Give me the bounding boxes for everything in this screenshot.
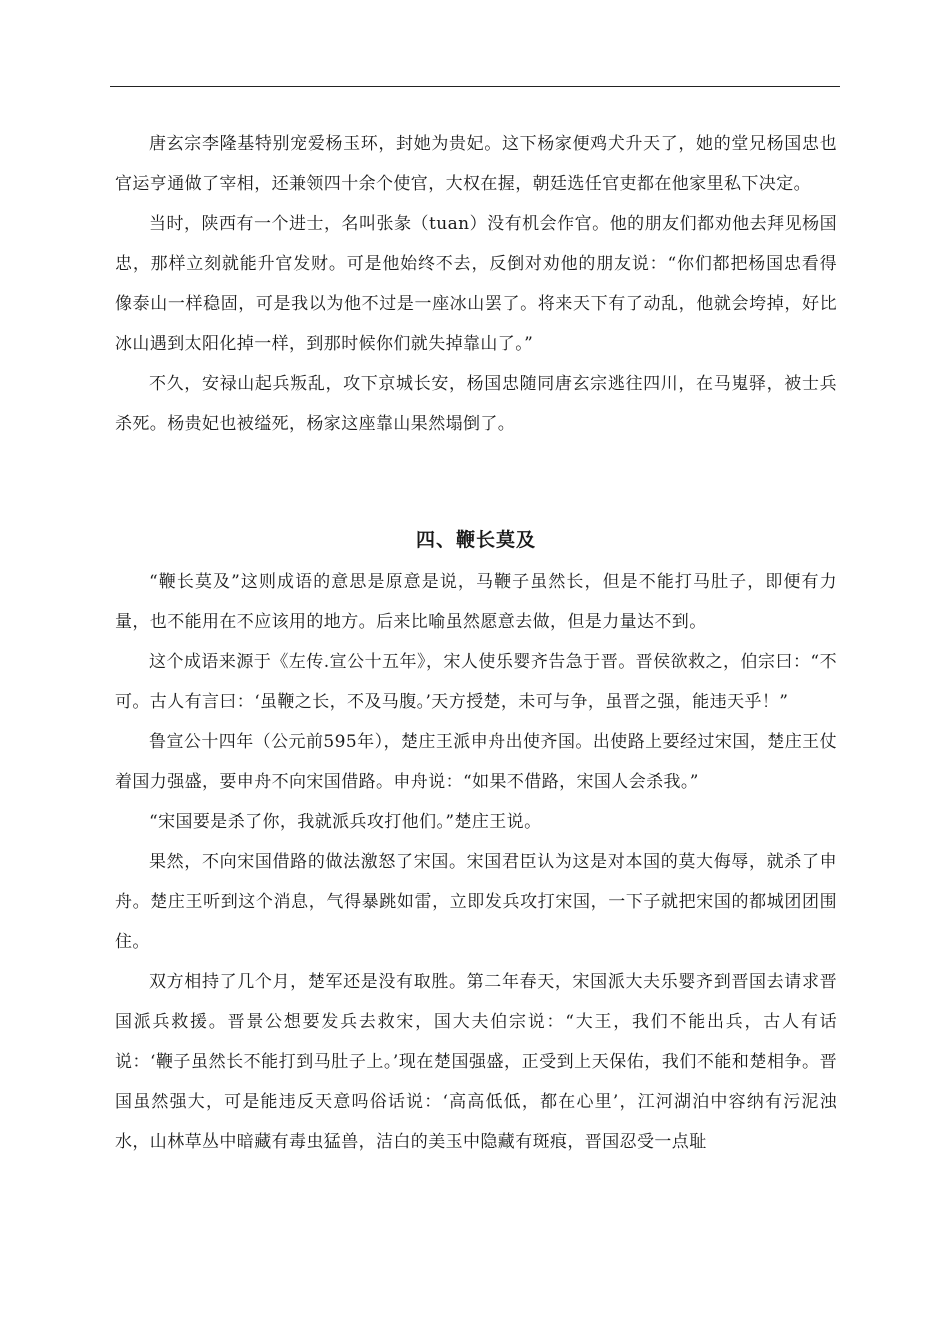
paragraph: 双方相持了几个月，楚军还是没有取胜。第二年春天，宋国派大夫乐婴齐到晋国去请求晋国派兵救援。晋景公想要发兵去救宋，国大夫伯宗说：“大王，我们不能出兵，古人有话说：‘鞭子虽然长不能打到马肚子上。’现在楚国强盛，正受到上天保佑，我们不能和楚相争。晋国虽然强大，可是能违反天意吗俗话说：‘高高低低，都在心里’，江河湖泊中容纳有污泥浊水，山林草丛中暗藏有毒虫猛兽，洁白的美玉中隐藏有斑痕，晋国忍受一点耻	[115, 972, 837, 1152]
paragraph: 唐玄宗李隆基特别宠爱杨玉环，封她为贵妃。这下杨家便鸡犬升天了，她的堂兄杨国忠也官运亨通做了宰相，还兼领四十余个使官，大权在握，朝廷选任官吏都在他家里私下决定。	[115, 134, 837, 194]
section-two	[115, 518, 837, 1162]
paragraph: 当时，陕西有一个进士，名叫张彖（tuan）没有机会作官。他的朋友们都劝他去拜见杨国忠，那样立刻就能升官发财。可是他始终不去，反倒对劝他的朋友说：“你们都把杨国忠看得像泰山一样稳固，可是我以为他不过是一座冰山罢了。将来天下有了动乱，他就会垮掉，好比冰山遇到太阳化掉一样，到那时候你们就失掉靠山了。”	[115, 214, 837, 354]
section-spacer	[115, 444, 837, 518]
paragraph: “宋国要是杀了你，我就派兵攻打他们。”楚庄王说。	[149, 812, 542, 832]
section-one	[115, 124, 837, 444]
header-rule	[110, 86, 840, 87]
paragraph: 不久，安禄山起兵叛乱，攻下京城长安，杨国忠随同唐玄宗逃往四川，在马嵬驿，被士兵杀死。杨贵妃也被缢死，杨家这座靠山果然塌倒了。	[115, 374, 837, 434]
paragraph: 这个成语来源于《左传.宣公十五年》，宋人使乐婴齐告急于晋。晋侯欲救之，伯宗曰：“不可。古人有言曰：‘虽鞭之长，不及马腹。’天方授楚，未可与争，虽晋之强，能违天乎！”	[115, 652, 837, 712]
paragraph: 果然，不向宋国借路的做法激怒了宋国。宋国君臣认为这是对本国的莫大侮辱，就杀了申舟。楚庄王听到这个消息，气得暴跳如雷，立即发兵攻打宋国，一下子就把宋国的都城团团围住。	[115, 852, 837, 952]
section-title: 四、鞭长莫及	[415, 529, 536, 551]
document-body	[115, 124, 837, 1162]
paragraph: 鲁宣公十四年（公元前595年），楚庄王派申舟出使齐国。出使路上要经过宋国，楚庄王仗着国力强盛，要申舟不向宋国借路。申舟说：“如果不借路，宋国人会杀我。”	[115, 732, 837, 792]
paragraph: “鞭长莫及”这则成语的意思是原意是说，马鞭子虽然长，但是不能打马肚子，即便有力量，也不能用在不应该用的地方。后来比喻虽然愿意去做，但是力量达不到。	[115, 572, 837, 632]
